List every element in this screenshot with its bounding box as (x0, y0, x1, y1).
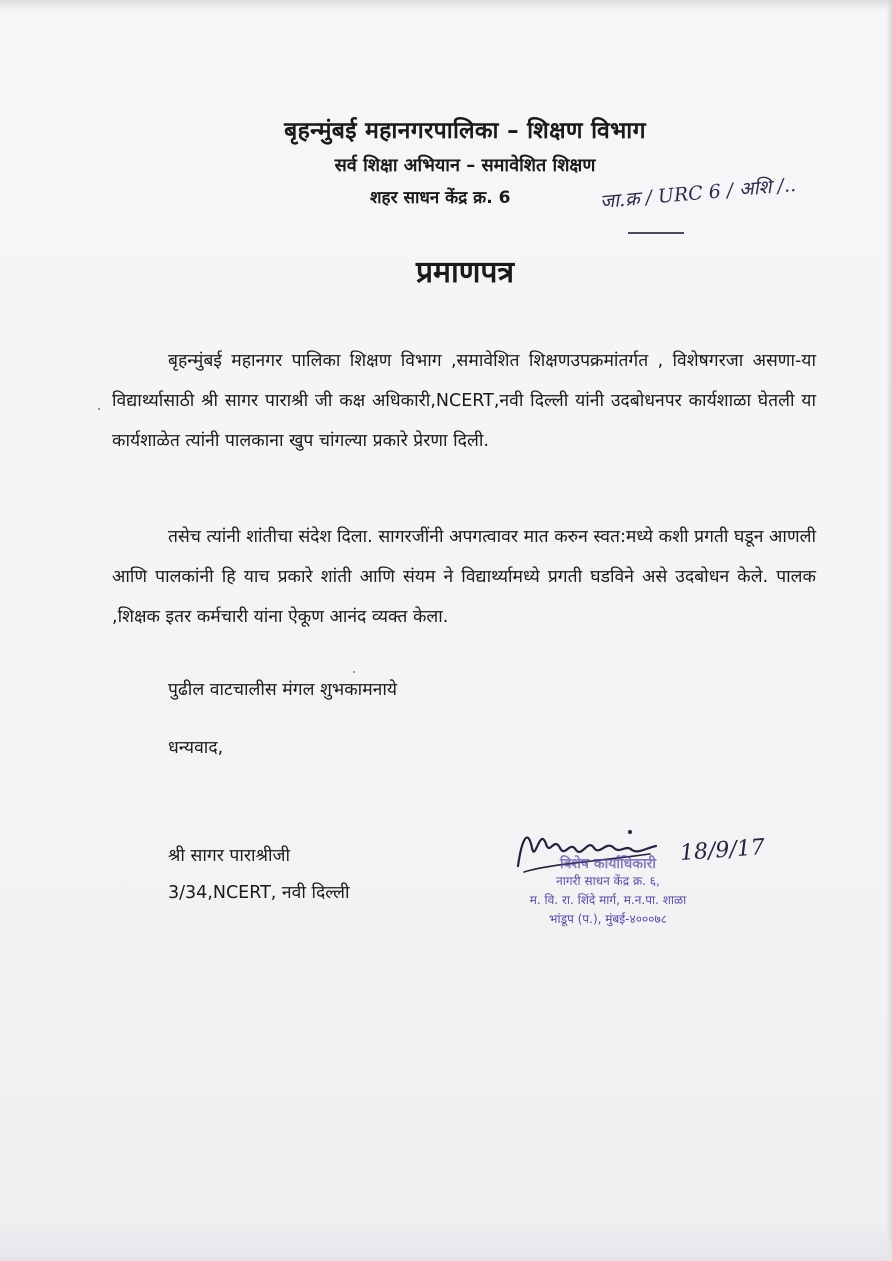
body-paragraph-2: तसेच त्यांनी शांतीचा संदेश दिला. सागरजींनी अपगत्वावर मात करुन स्वत:मध्ये कशी प्रगती घडून आणली आणि पालकांनी हि याच प्रकारे शांती आणि संयम ने विद्यार्थ्यामध्ये प्रगती घडविने असे उदबोधन केले. पालक ,शिक्षक इतर कर्मचारी यांना ऐकूण आनंद व्यक्त केला. (112, 526, 816, 627)
centre-name: शहर साधन केंद्र क्र. 6 (370, 188, 511, 208)
scan-speck (353, 671, 355, 673)
signature-date: 18/9/17 (679, 835, 766, 866)
recipient-name: श्री सागर पाराश्रीजी (168, 846, 291, 866)
official-stamp (498, 856, 718, 929)
organization-title: बृहन्मुंबई महानगरपालिका – शिक्षण विभाग (284, 118, 646, 144)
scan-speck (98, 408, 100, 410)
thanks-line: धन्यवाद, (168, 738, 224, 758)
document-title: प्रमाणपत्र (415, 255, 515, 290)
reference-underline (628, 232, 684, 234)
program-subtitle: सर्व शिक्षा अभियान – समावेशित शिक्षण (334, 155, 596, 176)
recipient-address: 3/34,NCERT, नवी दिल्ली (168, 883, 350, 903)
body-paragraph-1: बृहन्मुंबई महानगर पालिका शिक्षण विभाग ,समावेशित शिक्षणउपक्रमांतर्गत , विशेषगरजा असणा-या विद्यार्थ्यासाठी श्री सागर पाराश्री जी कक्ष अधिकारी,NCERT,नवी दिल्ली यांनी उदबोधनपर कार्यशाळा घेतली या कार्यशाळेत त्यांनी पालकाना खुप चांगल्या प्रकारे प्रेरणा दिली. (112, 350, 816, 451)
stamp-line-2: म. वि. रा. शिंदे मार्ग, म.न.पा. शाळा (529, 893, 687, 907)
closing-wish: पुढील वाटचालीस मंगल शुभकामनाये (168, 680, 398, 700)
stamp-line-1: नागरी साधन केंद्र क्र. ६, (556, 874, 660, 888)
reference-number: जा.क्र / URC 6 / अशि /.. (599, 173, 797, 213)
scan-right-edge (886, 0, 892, 1261)
stamp-line-3: भांडूप (प.), मुंबई-४०००७८ (549, 912, 667, 926)
stamp-title: विशेष कार्याधिकारी (560, 856, 656, 872)
scan-top-edge (0, 0, 892, 10)
scan-bottom-shade (0, 1221, 892, 1261)
